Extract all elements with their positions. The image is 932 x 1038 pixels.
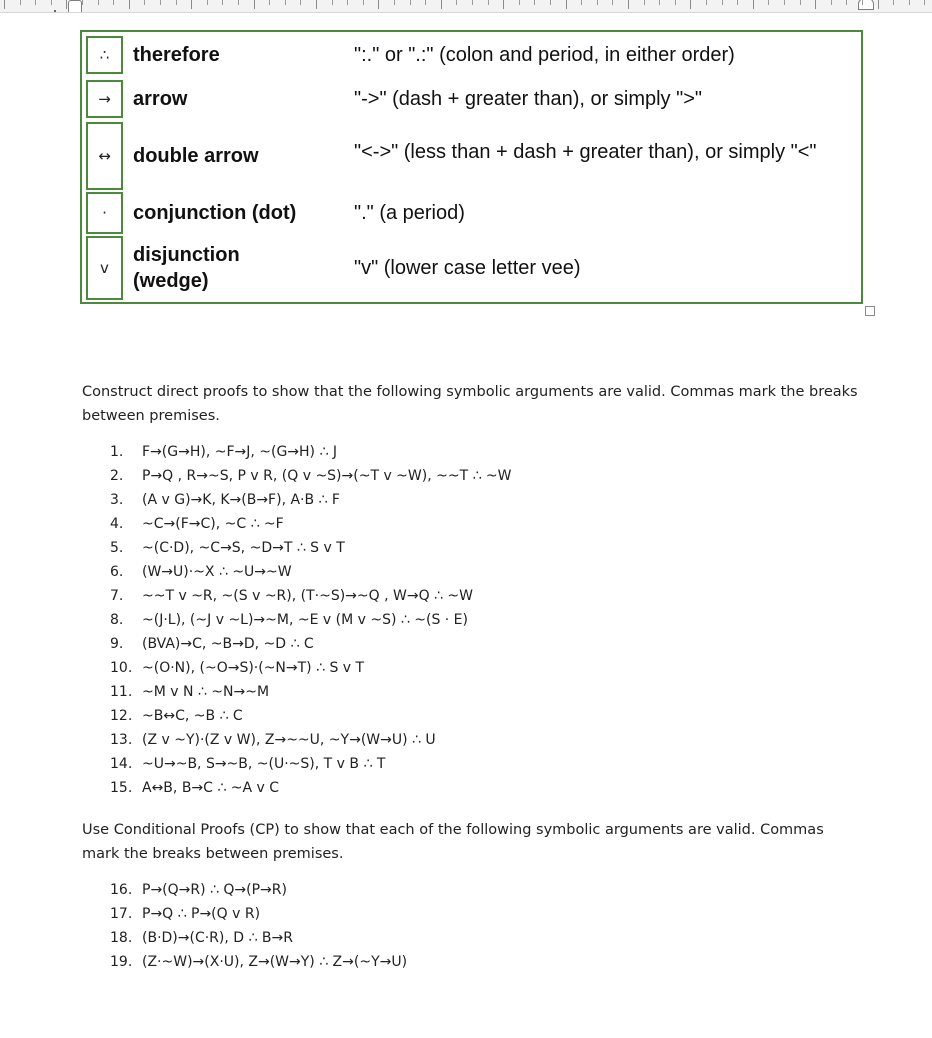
ruler-tick [644,0,645,5]
argument-text: A↔B, B→C ∴ ~A v C [142,780,279,796]
item-number: 17. [110,906,133,922]
list-item [110,560,512,584]
ruler-tick [207,0,208,5]
item-number: 1. [110,444,124,460]
ruler-tick [581,0,582,5]
wedge-symbol-icon: v [86,236,123,300]
ruler-tick [675,0,676,5]
table-resize-handle[interactable] [865,306,875,316]
symbol-description: "<->" (less than + dash + greater than), or simply "<" [354,141,817,163]
list-item [110,704,512,728]
list-item [110,464,512,488]
list-item [110,608,512,632]
ruler-tick [20,0,21,5]
ruler-tick [410,0,411,5]
ruler-tick [472,0,473,5]
table-row [82,78,861,120]
table-row [82,120,861,190]
ruler-tick [722,0,723,5]
list-item [110,752,512,776]
ruler-tick [597,0,598,5]
ruler-tick [566,0,567,9]
argument-text: ~U→~B, S→~B, ~(U·~S), T v B ∴ T [142,756,386,772]
argument-text: P→Q , R→~S, P v R, (Q v ~S)→(~T v ~W), ~~T ∴ ~W [142,468,512,484]
ruler-tick [254,0,255,9]
list-item [110,950,407,974]
ruler-tick [144,0,145,5]
argument-text: ~~T v ~R, ~(S v ~R), (T·~S)→~Q , W→Q ∴ ~W [142,588,473,604]
symbol-name: double arrow [133,145,259,167]
symbol-name: disjunction (wedge) [133,244,240,292]
argument-text: (W→U)·~X ∴ ~U→~W [142,564,292,580]
argument-text: P→Q ∴ P→(Q v R) [142,906,261,922]
ruler-tick [35,0,36,5]
list-item [110,776,512,800]
item-number: 3. [110,492,124,508]
ruler-tick [160,0,161,5]
ruler-tick [878,0,879,9]
list-item [110,656,512,680]
ruler-tick [846,0,847,5]
conditional-proofs-intro: Use Conditional Proofs (CP) to show that each of the following symbolic arguments are valid. Commas mark the breaks between premises. [82,822,824,862]
item-number: 19. [110,954,133,970]
ruler-tick [909,0,910,5]
argument-text: F→(G→H), ~F→J, ~(G→H) ∴ J [142,444,337,460]
item-number: 10. [110,660,133,676]
symbol-name: conjunction (dot) [133,202,297,224]
ruler-tick [550,0,551,5]
ruler-tick [659,0,660,5]
ruler-tick [316,0,317,9]
ruler-tick [737,0,738,5]
ruler-tick [690,0,691,9]
list-item [110,728,512,752]
ruler-tick [831,0,832,5]
ruler-tick [753,0,754,9]
item-number: 5. [110,540,124,556]
argument-text: P→(Q→R) ∴ Q→(P→R) [142,882,287,898]
argument-text: (Z·~W)→(X·U), Z→(W→Y) ∴ Z→(~Y→U) [142,954,408,970]
ruler-tick [800,0,801,5]
list-item [110,584,512,608]
ruler-tick [82,0,83,5]
argument-text: (A v G)→K, K→(B→F), A·B ∴ F [142,492,340,508]
ruler-tick [129,0,130,9]
item-number: 4. [110,516,124,532]
horizontal-ruler[interactable] [0,0,932,13]
dot-symbol-icon: · [86,192,123,234]
list-item [110,440,512,464]
list-item [110,536,512,560]
ruler-tick [768,0,769,5]
symbol-description: "->" (dash + greater than), or simply ">" [354,88,702,110]
argument-text: (Z v ~Y)·(Z v W), Z→~~U, ~Y→(W→U) ∴ U [142,732,436,748]
ruler-tick [300,0,301,5]
arrow-symbol-icon: → [86,80,123,118]
list-item [110,926,407,950]
ruler-tick [534,0,535,5]
list-item [110,488,512,512]
ruler-tick [706,0,707,5]
item-number: 9. [110,636,124,652]
ruler-tick [191,0,192,9]
ruler-tick [519,0,520,5]
ruler-tick [176,0,177,5]
symbol-table [80,30,863,304]
symbol-name: therefore [133,44,220,66]
direct-proofs-list [110,440,512,800]
list-item [110,512,512,536]
item-number: 14. [110,756,133,772]
conditional-proofs-list [110,878,407,974]
argument-text: ~(C·D), ~C→S, ~D→T ∴ S v T [142,540,345,556]
ruler-tick [503,0,504,9]
ruler-tick [815,0,816,9]
ruler-tick [98,0,99,5]
ruler-tick [269,0,270,5]
item-number: 6. [110,564,124,580]
ruler-tick [488,0,489,5]
right-indent-marker[interactable] [858,0,874,10]
ruler-tick [238,0,239,5]
therefore-symbol-icon: ∴ [86,36,123,74]
argument-text: ~(J·L), (~J v ~L)→~M, ~E v (M v ~S) ∴ ~(S · E) [142,612,468,628]
ruler-tick [394,0,395,5]
left-indent-marker[interactable] [68,0,82,13]
item-number: 2. [110,468,124,484]
item-number: 18. [110,930,133,946]
table-row [82,236,861,302]
ruler-tick [862,0,863,5]
item-number: 16. [110,882,133,898]
ruler-tick [113,0,114,5]
list-item [110,902,407,926]
list-item [110,878,407,902]
tab-stop-icon[interactable] [54,10,64,13]
ruler-tick [285,0,286,5]
ruler-tick [332,0,333,5]
item-number: 11. [110,684,133,700]
symbol-name: arrow [133,88,188,110]
symbol-description: ":." or ".:" (colon and period, in either order) [354,44,735,66]
argument-text: ~M v N ∴ ~N→~M [142,684,270,700]
ruler-tick [4,0,5,9]
ruler-tick [363,0,364,5]
argument-text: (B·D)→(C·R), D ∴ B→R [142,930,293,946]
table-row [82,192,861,236]
table-row [82,32,861,78]
ruler-tick [425,0,426,5]
symbol-description: "v" (lower case letter vee) [354,257,581,279]
argument-text: (BVA)→C, ~B→D, ~D ∴ C [142,636,314,652]
list-item [110,632,512,656]
direct-proofs-intro: Construct direct proofs to show that the following symbolic arguments are valid. Commas mark the breaks between premises. [82,384,858,424]
list-item [110,680,512,704]
ruler-tick [66,0,67,9]
item-number: 7. [110,588,124,604]
ruler-tick [893,0,894,5]
double-arrow-symbol-icon: ↔ [86,122,123,190]
item-number: 13. [110,732,133,748]
ruler-tick [441,0,442,9]
argument-text: ~B↔C, ~B ∴ C [142,708,243,724]
ruler-tick [612,0,613,5]
ruler-tick [51,0,52,5]
ruler-tick [784,0,785,5]
item-number: 8. [110,612,124,628]
argument-text: ~C→(F→C), ~C ∴ ~F [142,516,284,532]
ruler-tick [378,0,379,9]
item-number: 12. [110,708,133,724]
item-number: 15. [110,780,133,796]
ruler-tick [924,0,925,5]
ruler-tick [456,0,457,5]
ruler-tick [628,0,629,9]
symbol-description: "." (a period) [354,202,465,224]
ruler-tick [222,0,223,5]
argument-text: ~(O·N), (~O→S)·(~N→T) ∴ S v T [142,660,365,676]
ruler-tick [347,0,348,5]
